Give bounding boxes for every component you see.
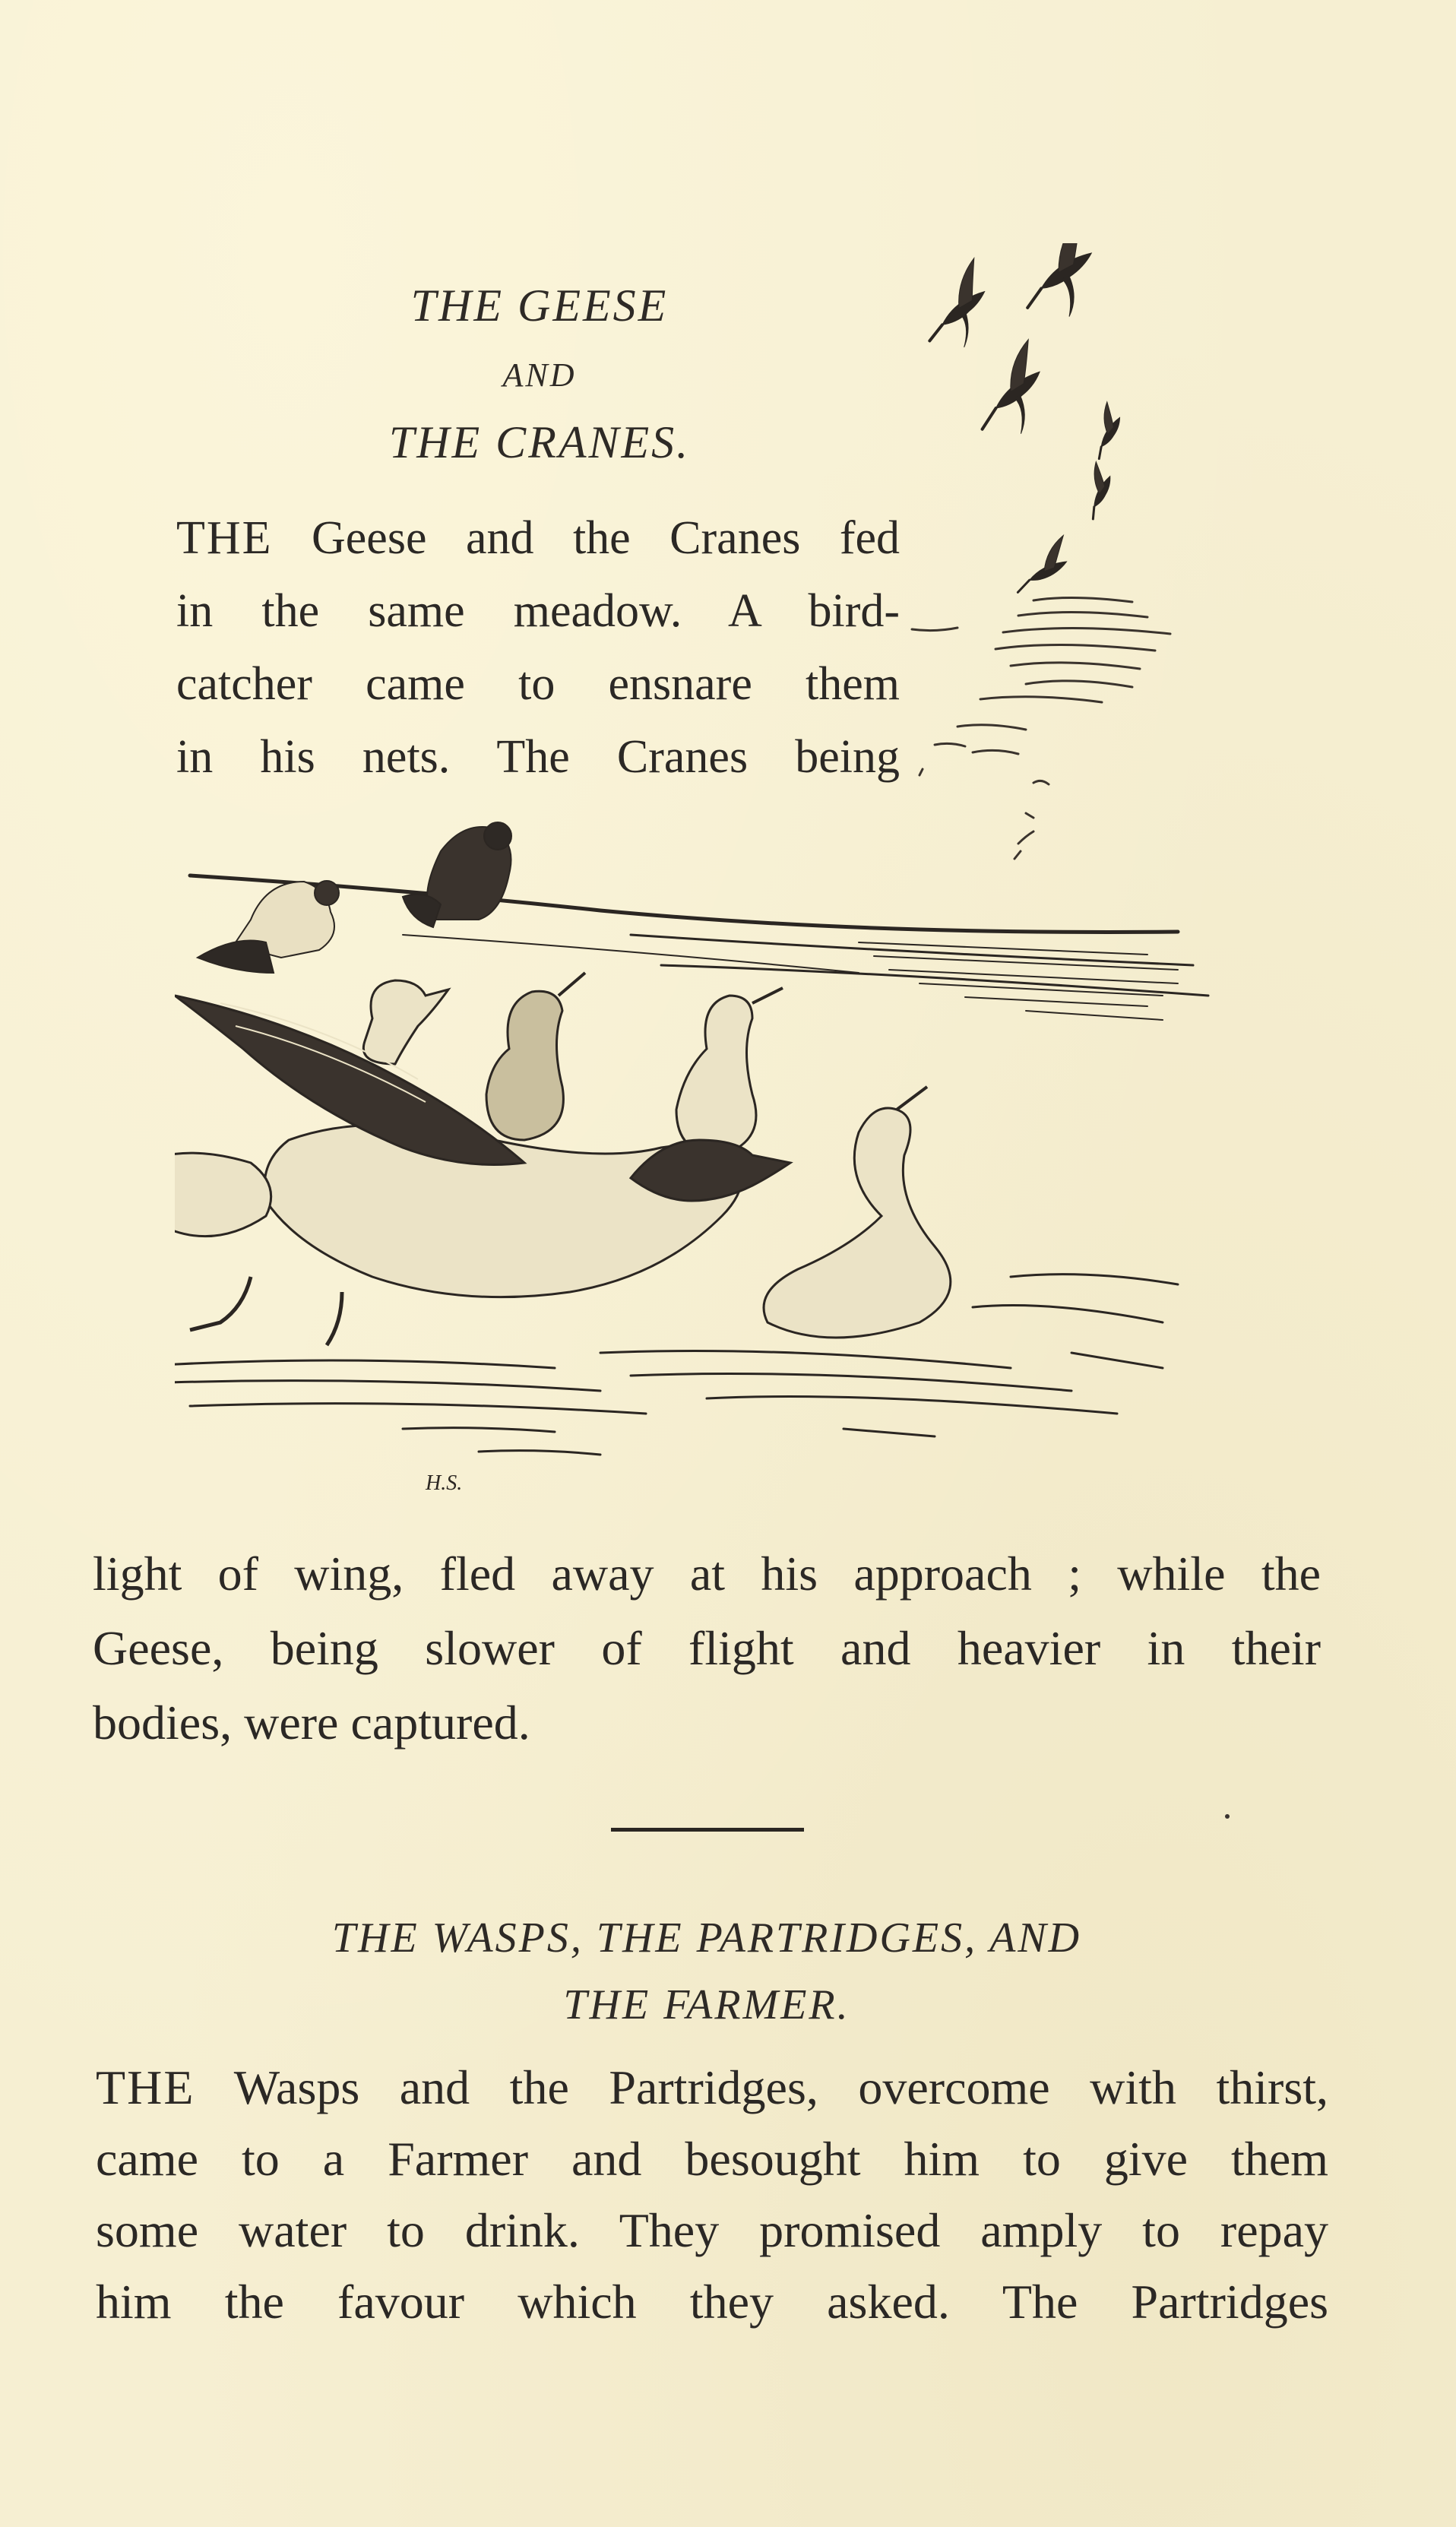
text-line: came to a Farmer and besought him to give them: [96, 2132, 1328, 2186]
text-line: light of wing, fled away at his approach ; while the: [93, 1547, 1321, 1601]
story2-paragraph: [96, 2052, 1328, 2338]
story-title-line-1: THE GEESE: [410, 280, 669, 331]
engraver-mark: H.S.: [426, 1471, 463, 1495]
text-line: Geese, being slower of flight and heavier in their: [93, 1621, 1321, 1675]
flying-cranes-illustration: [904, 243, 1208, 866]
story-title-line-3: THE CRANES.: [388, 417, 691, 467]
story1-paragraph-top: [176, 502, 900, 793]
story1-paragraph-bottom: [93, 1537, 1321, 1760]
text-line: bodies, were captured.: [93, 1696, 530, 1750]
story2-title-line-1: THE WASPS, THE PARTRIDGES, AND: [331, 1914, 1082, 1962]
text-line: catcher came to ensnare them: [176, 658, 900, 710]
ink-speck: [1225, 1814, 1230, 1819]
text-line: THE Wasps and the Partridges, overcome with thirst,: [96, 2060, 1328, 2114]
text-line: some water to drink. They promised amply to repay: [96, 2203, 1328, 2257]
drop-word: THE: [176, 512, 273, 564]
story-title-line-2: AND: [502, 356, 577, 394]
section-divider: [611, 1828, 804, 1832]
text-line: THE Geese and the Cranes fed: [176, 512, 900, 564]
text-line: in the same meadow. A bird-: [176, 585, 900, 637]
text-line: him the favour which they asked. The Partridges: [96, 2275, 1328, 2329]
text-line: in his nets. The Cranes being: [176, 731, 900, 783]
geese-and-birdcatcher-illustration: [175, 821, 1239, 1535]
story2-title-line-2: THE FARMER.: [563, 1981, 850, 2028]
drop-word: THE: [96, 2060, 195, 2114]
